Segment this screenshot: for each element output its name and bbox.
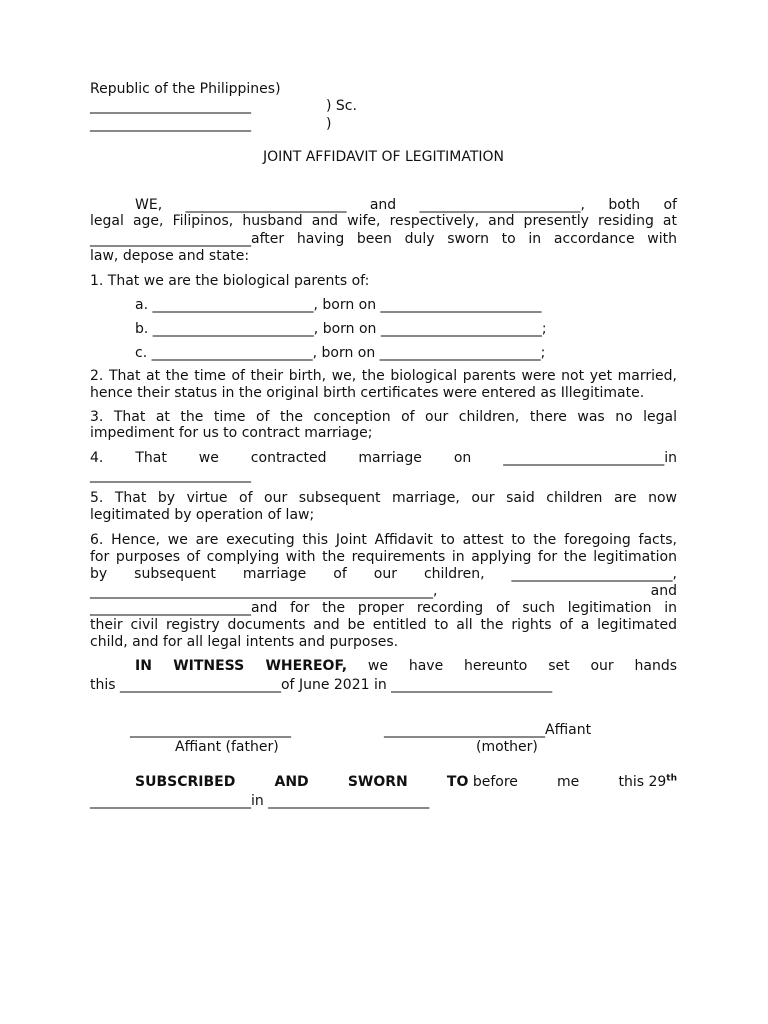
item-5-line-2: legitimated by operation of law; [90, 507, 315, 523]
jurat-word-before: before [472, 774, 518, 790]
jurat-word-me: me [557, 774, 580, 790]
child-c-line: c. _______________________, born on _______________________; [135, 345, 546, 361]
item-6-line-7: child, and for all legal intents and purposes. [90, 634, 399, 650]
item-2-line-1: 2. That at the time of their birth, we, the biological parents were not yet married, [90, 368, 677, 384]
item-6-line-3: by subsequent marriage of our children, _______________________, [90, 566, 677, 582]
caption-republic: Republic of the Philippines) [90, 81, 281, 97]
jurat-ordinal: th [666, 773, 677, 784]
jurat-word-to: TO [446, 774, 469, 790]
caption-sc: ) Sc. [326, 98, 357, 114]
item-6-line-2: for purposes of complying with the requirements in applying for the legitimation [90, 549, 677, 565]
item-4-line-1: 4. That we contracted marriage on _______________________in [90, 450, 677, 466]
item-5-line-1: 5. That by virtue of our subsequent marriage, our said children are now [90, 490, 677, 506]
item-6-line-1: 6. Hence, we are executing this Joint Affidavit to attest to the foregoing facts, [90, 532, 677, 548]
jurat-line-1 [135, 773, 677, 791]
jurat-word-and: AND [274, 774, 309, 790]
mother-label: (mother) [476, 739, 538, 755]
caption-line-3 [90, 115, 677, 133]
intro-line-3: _______________________after having been duly sworn to in accordance with [90, 231, 677, 247]
item-6-line-4: _________________________________________________, and [90, 583, 677, 599]
item-3-line-1: 3. That at the time of the conception of our children, there was no legal [90, 409, 677, 425]
jurat-word-this [618, 773, 677, 791]
witness-line-2: this _______________________of June 2021 in _______________________ [90, 677, 553, 693]
item-6-line-5: _______________________and for the proper recording of such legitimation in [90, 600, 677, 616]
jurat-word-to-before [447, 773, 518, 791]
document-title: JOINT AFFIDAVIT OF LEGITIMATION [262, 149, 505, 165]
item-2-line-2: hence their status in the original birth certificates were entered as Illegitimate. [90, 385, 645, 401]
father-signature-line: _______________________ [130, 722, 291, 738]
item-4-line-2: _______________________ [90, 467, 251, 483]
child-a-line: a. _______________________, born on _______________________ [135, 297, 542, 313]
child-b-line: b. _______________________, born on _______________________; [135, 321, 547, 337]
jurat-line-2: _______________________in _______________________ [90, 793, 430, 809]
jurat-word-subscribed: SUBSCRIBED [135, 774, 236, 790]
caption-line-2 [90, 97, 677, 115]
witness-rest: we have hereunto set our hands [347, 658, 677, 674]
item-6-line-6: their civil registry documents and be entitled to all the rights of a legitimated [90, 617, 677, 633]
mother-signature-line: _______________________Affiant [384, 722, 592, 738]
caption-blank-1: _______________________ [90, 98, 251, 114]
witness-bold: IN WITNESS WHEREOF, [135, 658, 348, 674]
caption-paren: ) [326, 116, 332, 132]
jurat-this-29: this 29 [618, 774, 667, 790]
item-3-line-2: impediment for us to contract marriage; [90, 425, 373, 441]
intro-line-1: WE, _______________________ and _______________________, both of [135, 197, 677, 213]
item-1-text: 1. That we are the biological parents of: [90, 273, 370, 289]
intro-line-2: legal age, Filipinos, husband and wife, respectively, and presently residing at [90, 213, 677, 229]
father-label: Affiant (father) [175, 739, 279, 755]
intro-line-4: law, depose and state: [90, 248, 250, 264]
jurat-word-sworn: SWORN [347, 774, 408, 790]
witness-line-1 [135, 657, 677, 675]
caption-blank-2: _______________________ [90, 116, 251, 132]
